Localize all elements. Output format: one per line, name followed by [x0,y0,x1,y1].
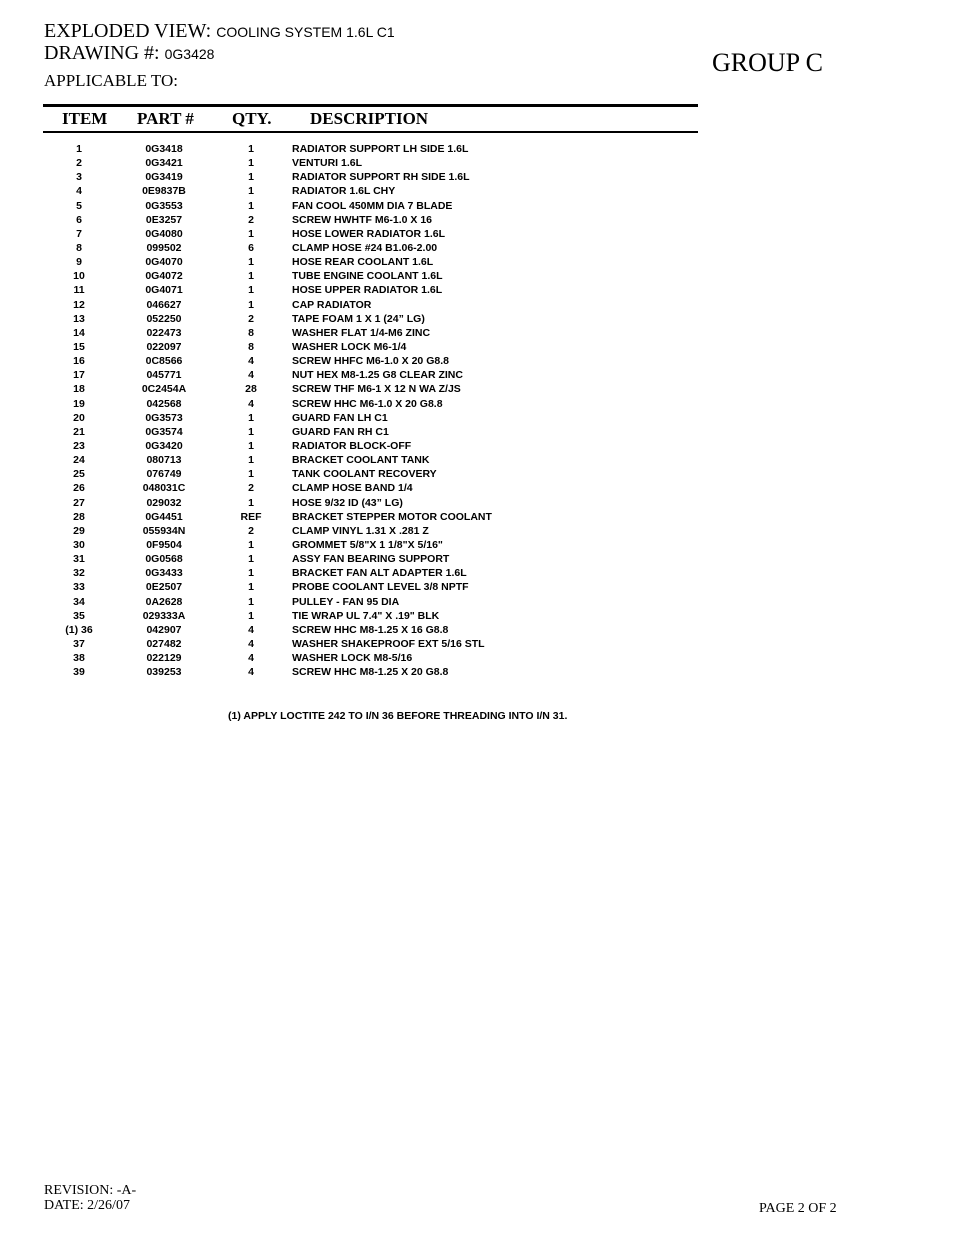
part-number-cell: 0G4451 [145,510,183,523]
item-cell: 38 [73,652,85,665]
quantity-cell: 1 [248,454,254,467]
page-number: PAGE 2 OF 2 [759,1201,837,1216]
item-cell: 14 [73,326,85,339]
item-cell: 34 [73,595,85,608]
item-cell: 19 [73,397,85,410]
quantity-cell: 8 [248,326,254,339]
quantity-cell: 1 [248,468,254,481]
description-cell: HOSE REAR COOLANT 1.6L [292,256,434,269]
quantity-cell: 4 [248,637,254,650]
description-cell: SCREW HHFC M6-1.0 X 20 G8.8 [292,355,449,368]
description-cell: HOSE 9/32 ID (43” LG) [292,496,403,509]
part-number-cell: 042568 [146,397,182,410]
description-cell: RADIATOR SUPPORT LH SIDE 1.6L [292,143,469,155]
item-cell: 18 [73,383,85,396]
description-cell: SCREW HWHTF M6-1.0 X 16 [292,213,433,226]
item-cell: 24 [73,454,85,467]
part-number-cell: 022129 [146,652,182,665]
description-cell: TANK COOLANT RECOVERY [292,468,437,481]
drawing-value: 0G3428 [164,46,215,62]
part-number-cell: 027482 [146,637,182,650]
item-cell: 30 [73,538,85,551]
description-cell: GROMMET 5/8"X 1 1/8"X 5/16" [292,538,443,551]
part-number-cell: 0G3553 [145,199,183,212]
part-number-cell: 022097 [146,340,182,353]
description-cell: SCREW HHC M8-1.25 X 20 G8.8 [292,666,449,679]
quantity-cell: 1 [248,425,254,438]
description-cell: PROBE COOLANT LEVEL 3/8 NPTF [292,581,469,594]
drawing-label: DRAWING #: [44,42,160,64]
description-cell: CLAMP HOSE #24 B1.06-2.00 [292,241,438,254]
group-label: GROUP C [712,48,824,77]
item-cell: 11 [73,284,85,297]
description-cell: TAPE FOAM 1 X 1 (24” LG) [292,312,425,325]
item-cell: 4 [76,185,82,198]
item-cell: 16 [73,355,85,368]
part-number-cell: 0G4072 [145,270,183,283]
quantity-cell: 6 [248,241,254,254]
item-cell: 23 [73,439,85,452]
description-cell: VENTURI 1.6L [292,157,363,170]
quantity-cell: 1 [248,567,254,580]
item-cell: 35 [73,609,85,622]
part-number-cell: 0F9504 [146,538,182,551]
item-cell: 9 [76,256,82,269]
quantity-cell: 2 [248,213,254,226]
quantity-cell: 1 [248,143,254,155]
item-cell: 8 [76,241,82,254]
part-number-cell: 0A2628 [145,595,183,608]
description-cell: RADIATOR 1.6L CHY [292,185,396,198]
description-cell: WASHER LOCK M6-1/4 [292,340,407,353]
part-number-cell: 0C2454A [141,383,187,396]
item-cell: 10 [73,270,85,283]
item-cell: 33 [73,581,85,594]
item-cell: 17 [73,369,85,382]
item-cell: 5 [76,199,82,212]
description-cell: HOSE UPPER RADIATOR 1.6L [292,284,443,297]
part-number-cell: 046627 [146,298,182,311]
item-cell: (1) 36 [65,623,93,636]
column-header-qty: QTY. [232,109,272,128]
item-cell: 32 [73,567,85,580]
description-cell: TIE WRAP UL 7.4" X .19" BLK [292,609,440,622]
part-number-cell: 048031C [142,482,186,495]
part-number-cell: 0G0568 [145,553,183,566]
description-cell: WASHER SHAKEPROOF EXT 5/16 STL [292,637,485,650]
part-number-cell: 0G3433 [145,567,183,580]
part-number-cell: 055934N [142,524,186,537]
item-cell: 31 [73,553,85,566]
part-number-cell: 0G3419 [145,171,183,184]
exploded-view-value: COOLING SYSTEM 1.6L C1 [216,24,395,40]
quantity-cell: 1 [248,439,254,452]
description-cell: GUARD FAN RH C1 [292,425,389,438]
quantity-cell: 4 [248,369,254,382]
item-cell: 27 [73,496,85,509]
description-cell: BRACKET COOLANT TANK [292,454,430,467]
quantity-cell: 4 [248,652,254,665]
item-cell: 13 [73,312,85,325]
item-cell: 6 [76,213,82,226]
quantity-cell: 4 [248,623,254,636]
item-cell: 1 [76,143,82,155]
description-cell: CLAMP HOSE BAND 1/4 [292,482,413,495]
item-cell: 37 [73,637,85,650]
drawing-number [44,42,214,65]
description-cell: NUT HEX M8-1.25 G8 CLEAR ZINC [292,369,463,382]
part-number-cell: 0E9837B [142,185,186,198]
item-cell: 3 [76,171,82,184]
part-number-cell: 080713 [146,454,182,467]
item-cell: 2 [76,157,82,170]
part-number-cell: 029032 [146,496,182,509]
part-number-cell: 022473 [146,326,182,339]
description-cell: RADIATOR BLOCK-OFF [292,439,412,452]
item-cell: 12 [73,298,85,311]
item-cell: 15 [73,340,85,353]
quantity-cell: 4 [248,355,254,368]
exploded-view-label: EXPLODED VIEW: [44,20,212,42]
header-rule-bottom [43,131,698,133]
part-number-cell: 0G3418 [145,143,183,155]
item-cell: 7 [76,227,82,240]
column-header-part: PART # [137,109,194,128]
quantity-cell: 1 [248,199,254,212]
part-number-cell: 042907 [146,623,182,636]
description-cell: RADIATOR SUPPORT RH SIDE 1.6L [292,171,470,184]
description-cell: WASHER FLAT 1/4-M6 ZINC [292,326,431,339]
quantity-cell: 8 [248,340,254,353]
description-cell: BRACKET STEPPER MOTOR COOLANT [292,510,492,523]
quantity-cell: 4 [248,397,254,410]
part-number-cell: 076749 [146,468,182,481]
quantity-cell: 1 [248,609,254,622]
item-cell: 25 [73,468,85,481]
description-cell: CAP RADIATOR [292,298,372,311]
description-cell: SCREW HHC M6-1.0 X 20 G8.8 [292,397,443,410]
quantity-cell: 1 [248,270,254,283]
column-header-item: ITEM [62,109,108,128]
footnote: (1) APPLY LOCTITE 242 TO I/N 36 BEFORE THREADING INTO I/N 31. [228,710,568,722]
description-cell: GUARD FAN LH C1 [292,411,388,424]
quantity-cell: 28 [245,383,257,396]
part-number-cell: 0G4070 [145,256,183,269]
description-cell: TUBE ENGINE COOLANT 1.6L [292,270,443,283]
quantity-cell: 2 [248,482,254,495]
quantity-cell: 1 [248,284,254,297]
exploded-view-title [44,20,395,43]
description-cell: PULLEY - FAN 95 DIA [292,595,400,608]
part-number-cell: 0C8566 [145,355,183,368]
part-number-cell: 0G4071 [145,284,183,297]
item-cell: 21 [73,425,85,438]
part-number-cell: 0E2507 [145,581,183,594]
quantity-cell: REF [240,510,262,523]
item-cell: 26 [73,482,85,495]
part-number-cell: 029333A [142,609,186,622]
part-number-cell: 0G4080 [145,227,183,240]
part-number-cell: 0G3574 [145,425,183,438]
quantity-cell: 1 [248,595,254,608]
description-cell: HOSE LOWER RADIATOR 1.6L [292,227,446,240]
quantity-cell: 4 [248,666,254,679]
quantity-cell: 1 [248,185,254,198]
description-cell: CLAMP VINYL 1.31 X .281 Z [292,524,429,537]
part-number-cell: 0G3421 [145,157,183,170]
item-cell: 39 [73,666,85,679]
column-header-description: DESCRIPTION [310,109,429,128]
item-cell: 20 [73,411,85,424]
quantity-cell: 1 [248,411,254,424]
part-number-cell: 0G3420 [145,439,183,452]
quantity-cell: 1 [248,227,254,240]
description-cell: SCREW THF M6-1 X 12 N WA Z/JS [292,383,461,396]
quantity-cell: 1 [248,256,254,269]
quantity-cell: 2 [248,312,254,325]
item-cell: 28 [73,510,85,523]
description-cell: ASSY FAN BEARING SUPPORT [292,553,450,566]
part-number-cell: 0E3257 [145,213,183,226]
item-cell: 29 [73,524,85,537]
description-cell: WASHER LOCK M8-5/16 [292,652,413,665]
quantity-cell: 1 [248,157,254,170]
date: DATE: 2/26/07 [44,1198,130,1213]
quantity-cell: 1 [248,538,254,551]
quantity-cell: 1 [248,553,254,566]
quantity-cell: 1 [248,581,254,594]
part-number-cell: 0G3573 [145,411,183,424]
description-cell: SCREW HHC M8-1.25 X 16 G8.8 [292,623,449,636]
quantity-cell: 1 [248,496,254,509]
revision: REVISION: -A- [44,1183,137,1198]
description-cell: FAN COOL 450MM DIA 7 BLADE [292,199,453,212]
part-number-cell: 099502 [146,241,182,254]
part-number-cell: 045771 [146,369,182,382]
part-number-cell: 052250 [146,312,182,325]
applicable-to-label: APPLICABLE TO: [44,71,178,90]
part-number-cell: 039253 [146,666,182,679]
header-rule-top [43,104,698,107]
description-cell: BRACKET FAN ALT ADAPTER 1.6L [292,567,467,580]
quantity-cell: 1 [248,298,254,311]
quantity-cell: 2 [248,524,254,537]
quantity-cell: 1 [248,171,254,184]
